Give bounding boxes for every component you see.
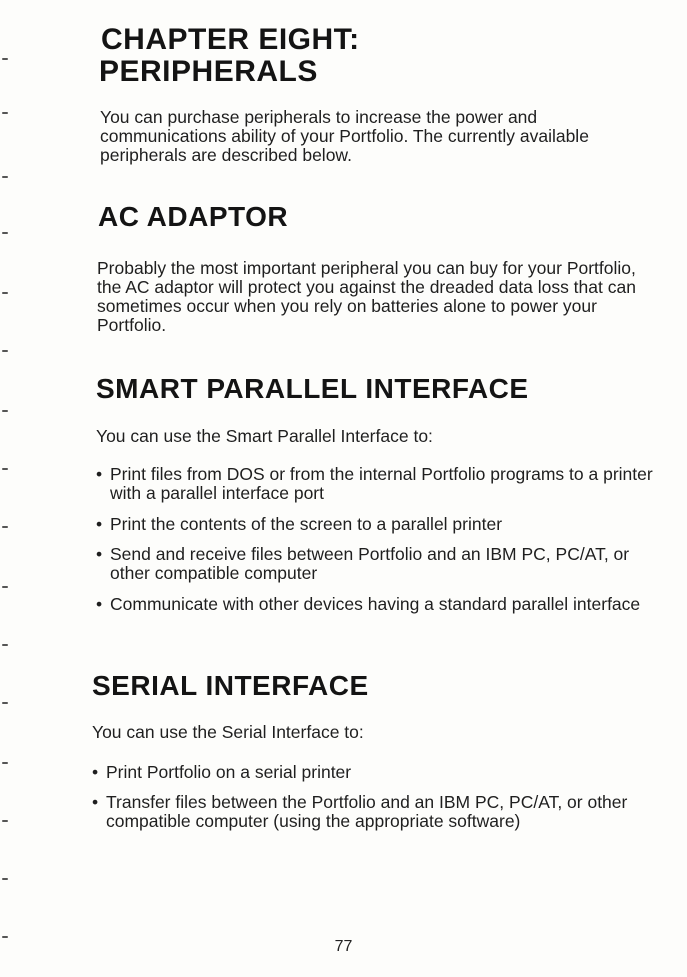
chapter-title-line2: PERIPHERALS <box>99 55 318 88</box>
serial-intro: You can use the Serial Interface to: <box>92 722 364 742</box>
list-item <box>90 763 650 782</box>
list-item-text: Print the contents of the screen to a parallel printer <box>110 514 503 534</box>
list-item-text: Communicate with other devices having a standard parallel interface <box>110 594 641 614</box>
list-item <box>94 545 654 583</box>
smart-parallel-heading: SMART PARALLEL INTERFACE <box>96 373 529 404</box>
list-item-text: Transfer files between the Portfolio and an IBM PC, PC/AT, or other compatible computer (using the appropriate software) <box>106 792 628 831</box>
list-item-text: Print files from DOS or from the internal Portfolio programs to a printer with a parallel interface port <box>110 464 653 503</box>
page-number: 77 <box>334 938 353 955</box>
list-item-text: Send and receive files between Portfolio and an IBM PC, PC/AT, or other compatible computer <box>110 544 630 583</box>
bullet-icon: • <box>96 514 103 534</box>
serial-list <box>90 763 650 831</box>
list-item <box>94 595 654 614</box>
smart-parallel-intro: You can use the Smart Parallel Interface to: <box>96 426 433 446</box>
bullet-icon: • <box>96 544 103 564</box>
chapter-intro: You can purchase peripherals to increase the power and communications ability of your Portfolio. The currently available peripherals are described below. <box>100 107 589 165</box>
bullet-icon: • <box>96 464 103 484</box>
smart-parallel-list <box>94 465 654 614</box>
chapter-title-line1: CHAPTER EIGHT: <box>101 23 360 56</box>
serial-heading: SERIAL INTERFACE <box>92 670 369 701</box>
list-item <box>94 465 654 503</box>
binding-edge <box>0 0 14 977</box>
bullet-icon: • <box>92 792 99 812</box>
list-item <box>90 793 650 831</box>
ac-adaptor-body: Probably the most important peripheral you can buy for your Portfolio, the AC adaptor will protect you against the dreaded data loss that can sometimes occur when you rely on batteries alone to power your Portfolio. <box>97 258 636 335</box>
bullet-icon: • <box>96 594 103 614</box>
list-item-text: Print Portfolio on a serial printer <box>106 762 352 782</box>
ac-adaptor-heading: AC ADAPTOR <box>98 201 289 232</box>
bullet-icon: • <box>92 762 99 782</box>
list-item <box>94 515 654 534</box>
